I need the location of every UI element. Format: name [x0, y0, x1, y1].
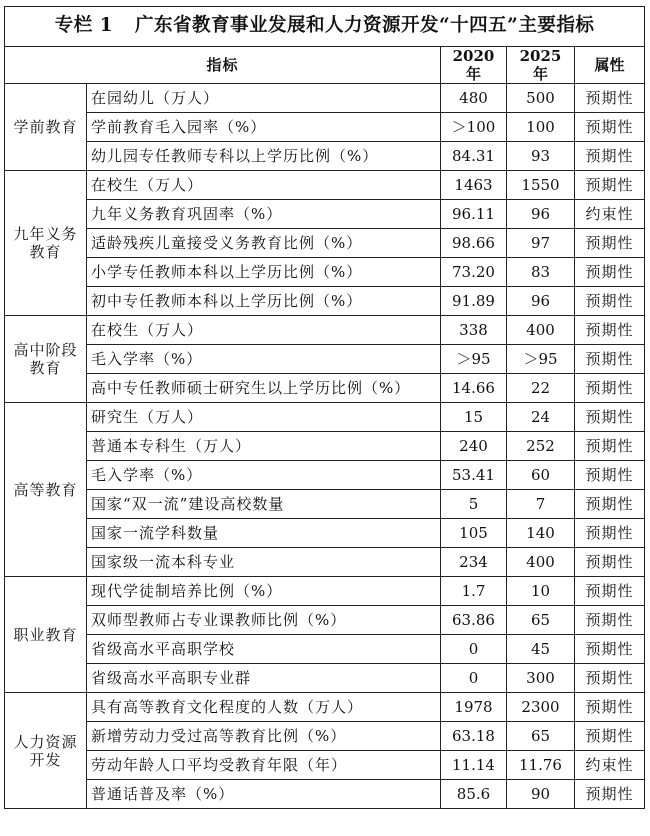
category-cell — [5, 316, 87, 403]
attribute-value: 预期性 — [575, 519, 645, 548]
attribute-value: 预期性 — [575, 606, 645, 635]
indicator-name: 国家“双一流”建设高校数量 — [87, 490, 441, 519]
value-2025: 65 — [507, 722, 575, 751]
table-row — [5, 635, 645, 664]
value-2025: 11.76 — [507, 751, 575, 780]
indicator-name: 小学专任教师本科以上学历比例（%） — [87, 258, 441, 287]
table-row — [5, 577, 645, 606]
table-title-text: 广东省教育事业发展和人力资源开发“十四五”主要指标 — [135, 15, 595, 37]
value-2025: 400 — [507, 316, 575, 345]
indicator-name: 普通本专科生（万人） — [87, 432, 441, 461]
indicator-name: 省级高水平高职专业群 — [87, 664, 441, 693]
category-cell — [5, 577, 87, 693]
attribute-value: 预期性 — [575, 432, 645, 461]
category-cell — [5, 171, 87, 316]
value-2025: 65 — [507, 606, 575, 635]
attribute-value: 预期性 — [575, 142, 645, 171]
table-row — [5, 200, 645, 229]
value-2025: 7 — [507, 490, 575, 519]
category-label: 教育 — [29, 243, 62, 261]
attribute-value: 预期性 — [575, 403, 645, 432]
value-2020: 85.6 — [441, 780, 507, 809]
category-label: 教育 — [29, 359, 62, 377]
value-2020: 1978 — [441, 693, 507, 722]
indicator-name: 双师型教师占专业课教师比例（%） — [87, 606, 441, 635]
value-2020: 14.66 — [441, 374, 507, 403]
value-2025: 93 — [507, 142, 575, 171]
attribute-value: 预期性 — [575, 345, 645, 374]
attribute-value: 预期性 — [575, 548, 645, 577]
value-2025: 10 — [507, 577, 575, 606]
value-2020: 338 — [441, 316, 507, 345]
attribute-value: 预期性 — [575, 171, 645, 200]
value-2020: 240 — [441, 432, 507, 461]
header-indicator: 指标 — [5, 47, 441, 84]
value-2020: 234 — [441, 548, 507, 577]
table-row — [5, 606, 645, 635]
value-2025: 100 — [507, 113, 575, 142]
value-2020: 11.14 — [441, 751, 507, 780]
indicator-name: 高中专任教师硕士研究生以上学历比例（%） — [87, 374, 441, 403]
indicator-name: 研究生（万人） — [87, 403, 441, 432]
category-cell — [5, 403, 87, 577]
table-row — [5, 780, 645, 809]
value-2020: 105 — [441, 519, 507, 548]
value-2020: 0 — [441, 664, 507, 693]
table-row — [5, 722, 645, 751]
table-row — [5, 287, 645, 316]
indicator-name: 普通话普及率（%） — [87, 780, 441, 809]
attribute-value: 约束性 — [575, 200, 645, 229]
value-2020: 1.7 — [441, 577, 507, 606]
indicator-name: 学前教育毛入园率（%） — [87, 113, 441, 142]
value-2020: 0 — [441, 635, 507, 664]
category-cell — [5, 84, 87, 171]
table-row — [5, 432, 645, 461]
attribute-value: 预期性 — [575, 113, 645, 142]
indicator-name: 在校生（万人） — [87, 316, 441, 345]
value-2020: ＞95 — [441, 345, 507, 374]
indicator-name: 劳动年龄人口平均受教育年限（年） — [87, 751, 441, 780]
value-2025: 22 — [507, 374, 575, 403]
value-2020: 73.20 — [441, 258, 507, 287]
table-row — [5, 519, 645, 548]
table-row — [5, 490, 645, 519]
table-body — [5, 84, 645, 809]
indicator-name: 省级高水平高职学校 — [87, 635, 441, 664]
value-2020: 5 — [441, 490, 507, 519]
attribute-value: 预期性 — [575, 693, 645, 722]
indicator-name: 新增劳动力受过高等教育比例（%） — [87, 722, 441, 751]
value-2020: 63.86 — [441, 606, 507, 635]
value-2020: 15 — [441, 403, 507, 432]
value-2025: 83 — [507, 258, 575, 287]
header-2020: 2020 年 — [441, 47, 507, 84]
value-2025: ＞95 — [507, 345, 575, 374]
value-2025: 60 — [507, 461, 575, 490]
value-2020: 98.66 — [441, 229, 507, 258]
indicator-name: 毛入学率（%） — [87, 461, 441, 490]
title-row — [5, 7, 645, 47]
category-cell — [5, 693, 87, 809]
table-row — [5, 374, 645, 403]
value-2020: 480 — [441, 84, 507, 113]
value-2025: 96 — [507, 200, 575, 229]
attribute-value: 预期性 — [575, 258, 645, 287]
category-label: 开发 — [29, 750, 62, 769]
category-label: 九年义务 — [13, 225, 78, 243]
header-attribute: 属性 — [575, 47, 645, 84]
value-2020: 63.18 — [441, 722, 507, 751]
value-2025: 24 — [507, 403, 575, 432]
table-row — [5, 142, 645, 171]
indicator-name: 九年义务教育巩固率（%） — [87, 200, 441, 229]
category-label: 高中阶段 — [13, 341, 78, 359]
table-row — [5, 461, 645, 490]
indicator-name: 毛入学率（%） — [87, 345, 441, 374]
value-2020: 84.31 — [441, 142, 507, 171]
table-row — [5, 548, 645, 577]
table-row — [5, 258, 645, 287]
attribute-value: 预期性 — [575, 577, 645, 606]
indicator-name: 适龄残疾儿童接受义务教育比例（%） — [87, 229, 441, 258]
value-2025: 90 — [507, 780, 575, 809]
value-2020: 91.89 — [441, 287, 507, 316]
table-title — [5, 7, 645, 47]
table-row — [5, 403, 645, 432]
value-2025: 45 — [507, 635, 575, 664]
value-2020: 1463 — [441, 171, 507, 200]
category-label: 职业教育 — [13, 625, 78, 644]
value-2025: 96 — [507, 287, 575, 316]
attribute-value: 预期性 — [575, 635, 645, 664]
table-row — [5, 171, 645, 200]
indicator-name: 现代学徒制培养比例（%） — [87, 577, 441, 606]
value-2025: 2300 — [507, 693, 575, 722]
table-title-prefix: 专栏 1 — [54, 15, 114, 37]
attribute-value: 预期性 — [575, 780, 645, 809]
attribute-value: 预期性 — [575, 374, 645, 403]
table-row — [5, 345, 645, 374]
indicator-name: 在园幼儿（万人） — [87, 84, 441, 113]
indicator-name: 初中专任教师本科以上学历比例（%） — [87, 287, 441, 316]
category-label: 学前教育 — [13, 118, 78, 136]
attribute-value: 约束性 — [575, 751, 645, 780]
indicator-name: 国家一流学科数量 — [87, 519, 441, 548]
attribute-value: 预期性 — [575, 490, 645, 519]
table-row — [5, 113, 645, 142]
value-2025: 300 — [507, 664, 575, 693]
attribute-value: 预期性 — [575, 722, 645, 751]
table-row — [5, 84, 645, 113]
attribute-value: 预期性 — [575, 84, 645, 113]
category-label: 高等教育 — [13, 480, 78, 499]
value-2025: 1550 — [507, 171, 575, 200]
table-row — [5, 664, 645, 693]
table-row — [5, 229, 645, 258]
attribute-value: 预期性 — [575, 664, 645, 693]
value-2020: ＞100 — [441, 113, 507, 142]
value-2025: 97 — [507, 229, 575, 258]
header-row — [5, 47, 645, 84]
table-row — [5, 693, 645, 722]
table-row — [5, 316, 645, 345]
table-row — [5, 751, 645, 780]
attribute-value: 预期性 — [575, 461, 645, 490]
category-label: 人力资源 — [13, 732, 78, 751]
indicator-name: 在校生（万人） — [87, 171, 441, 200]
indicator-name: 幼儿园专任教师专科以上学历比例（%） — [87, 142, 441, 171]
value-2025: 500 — [507, 84, 575, 113]
header-2025: 2025 年 — [507, 47, 575, 84]
indicator-name: 具有高等教育文化程度的人数（万人） — [87, 693, 441, 722]
value-2025: 140 — [507, 519, 575, 548]
attribute-value: 预期性 — [575, 229, 645, 258]
indicator-name: 国家级一流本科专业 — [87, 548, 441, 577]
attribute-value: 预期性 — [575, 287, 645, 316]
value-2025: 400 — [507, 548, 575, 577]
attribute-value: 预期性 — [575, 316, 645, 345]
value-2025: 252 — [507, 432, 575, 461]
indicator-table — [4, 6, 645, 809]
value-2020: 96.11 — [441, 200, 507, 229]
value-2020: 53.41 — [441, 461, 507, 490]
